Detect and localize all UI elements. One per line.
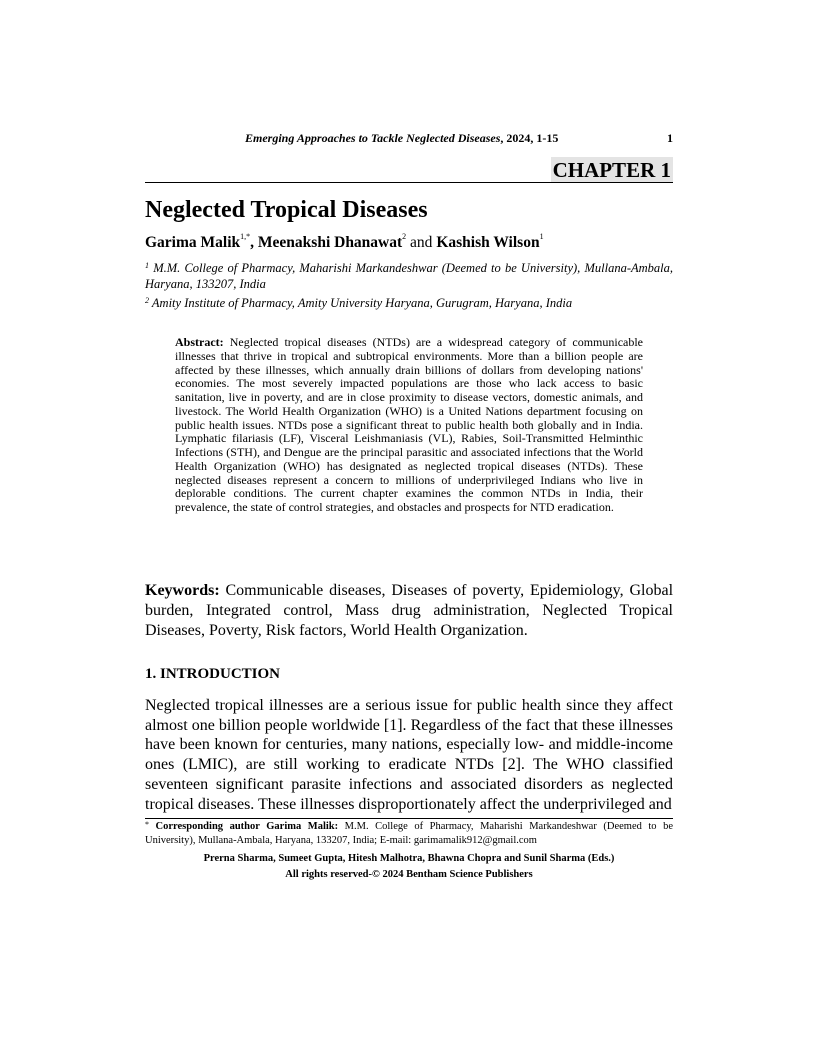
author-name: Meenakshi Dhanawat: [257, 234, 403, 251]
authors: [145, 234, 544, 252]
author-sep: and: [406, 234, 437, 251]
editors: Prerna Sharma, Sumeet Gupta, Hitesh Malhotra, Bhawna Chopra and Sunil Sharma (Eds.): [203, 853, 615, 864]
book-info: , 2024, 1-15: [500, 131, 559, 145]
affiliation-1: [145, 260, 673, 292]
affiliation-2: [145, 295, 673, 311]
footnote-text: M.M. College of Pharmacy, Maharishi Markandeshwar (Deemed to be University), Mullana-Ambala, Haryana, 133207, India; E-mail: garimamalik912@gmail.com: [145, 821, 674, 846]
section-body: Neglected tropical illnesses are a serious issue for public health since they affect almost one billion people worldwide [1]. Regardless of the fact that these illnesses have been known for centuries, many nations, especially low- and middle-income ones (LMIC), are still working to eradicate NTDs [2]. The WHO classified seventeen significant parasite infections and associated disorders as neglected tropical diseases. These illnesses disproportionately affect the underprivileged and: [145, 697, 673, 813]
abstract-label: Abstract:: [175, 335, 224, 349]
keywords-text: Communicable diseases, Diseases of poverty, Epidemiology, Global burden, Integrated control, Mass drug administration, Neglected Tropical Diseases, Poverty, Risk factors, World Health Organization.: [145, 582, 674, 639]
abstract: [175, 336, 643, 515]
keywords: [145, 581, 673, 641]
book-title: Emerging Approaches to Tackle Neglected Diseases: [245, 131, 501, 145]
author-name: Garima Malik: [145, 234, 241, 251]
footnote-sup: *: [145, 820, 149, 829]
footnote: [145, 820, 673, 848]
footnote-rule: [145, 818, 673, 819]
author-sup: 1: [539, 232, 544, 241]
affiliation-sup: 2: [145, 296, 149, 305]
header-rule: [145, 182, 673, 183]
affiliation-text: M.M. College of Pharmacy, Maharishi Markandeshwar (Deemed to be University), Mullana-Ambala, Haryana, 133207, India: [145, 261, 673, 291]
publisher-info: [145, 851, 673, 883]
abstract-text: Neglected tropical diseases (NTDs) are a widespread category of communicable illnesses that thrive in tropical and subtropical environments. More than a billion people are affected by these illnesses, which annually drain billions of dollars from developing nations' economies. The most severely impacted populations are those who lack access to basic sanitation, live in poverty, and are in close proximity to disease vectors, domestic animals, and livestock. The World Health Organization (WHO) is a United Nations department focusing on public health issues. NTDs pose a significant threat to public health both globally and in India. Lymphatic filariasis (LF), Visceral Leishmaniasis (VL), Rabies, Soil-Transmitted Helminthic Infections (STH), and Dengue are the principal parasitic and associated infections that the World Health Organization (WHO) has designated as neglected tropical diseases (NTDs). These neglected diseases represent a concern to millions of underprivileged Indians who live in deplorable conditions. The current chapter examines the common NTDs in India, their prevalence, the state of control strategies, and obstacles and prospects for NTD eradication.: [175, 335, 644, 514]
author-sup: 1,*: [240, 232, 251, 241]
footnote-label: Corresponding author Garima Malik:: [155, 821, 339, 832]
section-heading: 1. INTRODUCTION: [145, 666, 281, 682]
affiliation-sup: 1: [145, 261, 149, 270]
affiliation-text: Amity Institute of Pharmacy, Amity University Haryana, Gurugram, Haryana, India: [151, 296, 573, 310]
chapter-label: CHAPTER 1: [552, 158, 671, 182]
keywords-label: Keywords:: [145, 582, 220, 599]
author-sep: ,: [250, 234, 258, 251]
chapter-title: Neglected Tropical Diseases: [145, 197, 428, 223]
copyright: All rights reserved-© 2024 Bentham Science Publishers: [285, 869, 533, 880]
author-name: Kashish Wilson: [436, 234, 540, 251]
author-sup: 2: [402, 232, 407, 241]
page-number: 1: [667, 131, 673, 145]
